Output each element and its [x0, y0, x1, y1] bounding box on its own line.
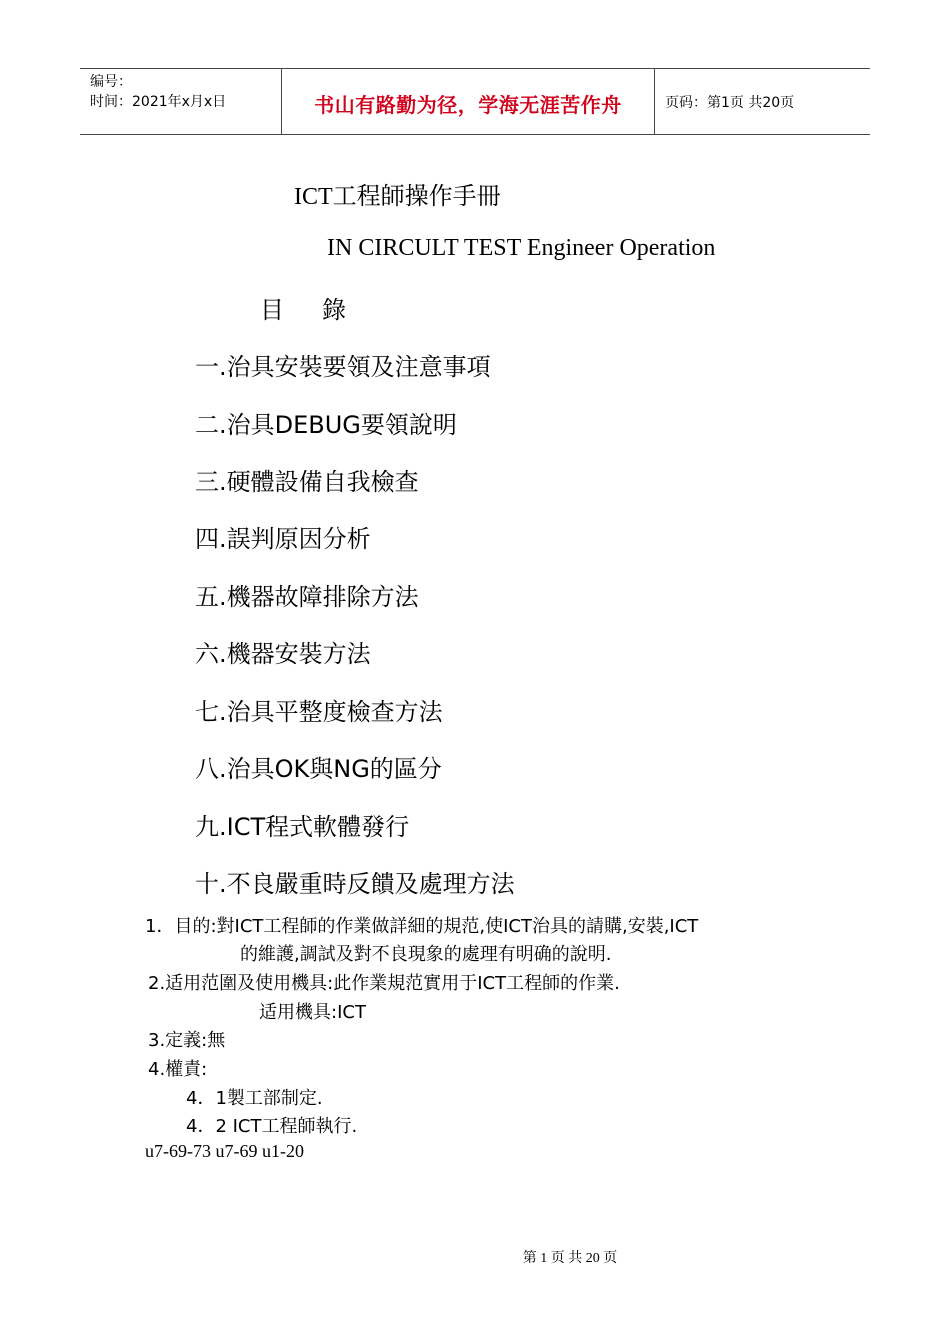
- header-left-cell: [80, 69, 282, 134]
- equipment-line: 适用機具:ICT: [259, 1002, 366, 1023]
- number-label: 编号：: [90, 74, 132, 90]
- toc-item-1: 一.治具安裝要領及注意事項: [195, 353, 491, 381]
- header-motto-cell: [282, 69, 655, 134]
- document-title-en: IN CIRCULT TEST Engineer Operation: [327, 235, 716, 261]
- purpose-line-2: 的維護,調試及對不良現象的處理有明确的說明.: [240, 944, 612, 965]
- footer-page-text: 第 1 页 共 20 页: [522, 1251, 618, 1266]
- toc-item-8: 八.治具OK與NG的區分: [195, 755, 442, 783]
- scope-line: 2.适用范圍及使用機具:此作業規范實用于ICT工程師的作業.: [148, 973, 620, 994]
- purpose-line-1: 1．目的:對ICT工程師的作業做詳細的規范,使ICT治具的請購,安裝,ICT: [145, 916, 699, 937]
- responsibility-line: 4.權責:: [148, 1059, 208, 1080]
- footer-page-number: [0, 1247, 950, 1267]
- document-header: [80, 68, 870, 135]
- code-line: u7-69-73 u7-69 u1-20: [145, 1141, 304, 1161]
- definition-line: 3.定義:無: [148, 1030, 226, 1051]
- responsibility-item-2: 4．2 ICT工程師執行.: [186, 1116, 358, 1137]
- date-label: 时间：2021年x月x日: [90, 94, 227, 110]
- toc-heading: 目錄: [260, 296, 384, 324]
- toc-item-6: 六.機器安裝方法: [195, 640, 371, 668]
- toc-item-10: 十.不良嚴重時反饋及處理方法: [195, 870, 515, 898]
- document-title-cn: ICT工程師操作手冊: [294, 184, 501, 210]
- header-page-cell: [655, 69, 870, 134]
- toc-item-7: 七.治具平整度檢查方法: [195, 698, 443, 726]
- toc-item-9: 九.ICT程式軟體發行: [195, 813, 410, 841]
- toc-item-2: 二.治具DEBUG要領說明: [195, 411, 457, 439]
- toc-item-4: 四.誤判原因分析: [195, 525, 371, 553]
- toc-item-5: 五.機器故障排除方法: [195, 583, 419, 611]
- responsibility-item-1: 4．1製工部制定.: [186, 1088, 323, 1109]
- toc-item-3: 三.硬體設備自我檢查: [195, 468, 419, 496]
- motto-text: 书山有路勤为径，学海无涯苦作舟: [314, 93, 622, 117]
- page-info: 页码：第1页 共20页: [665, 94, 795, 111]
